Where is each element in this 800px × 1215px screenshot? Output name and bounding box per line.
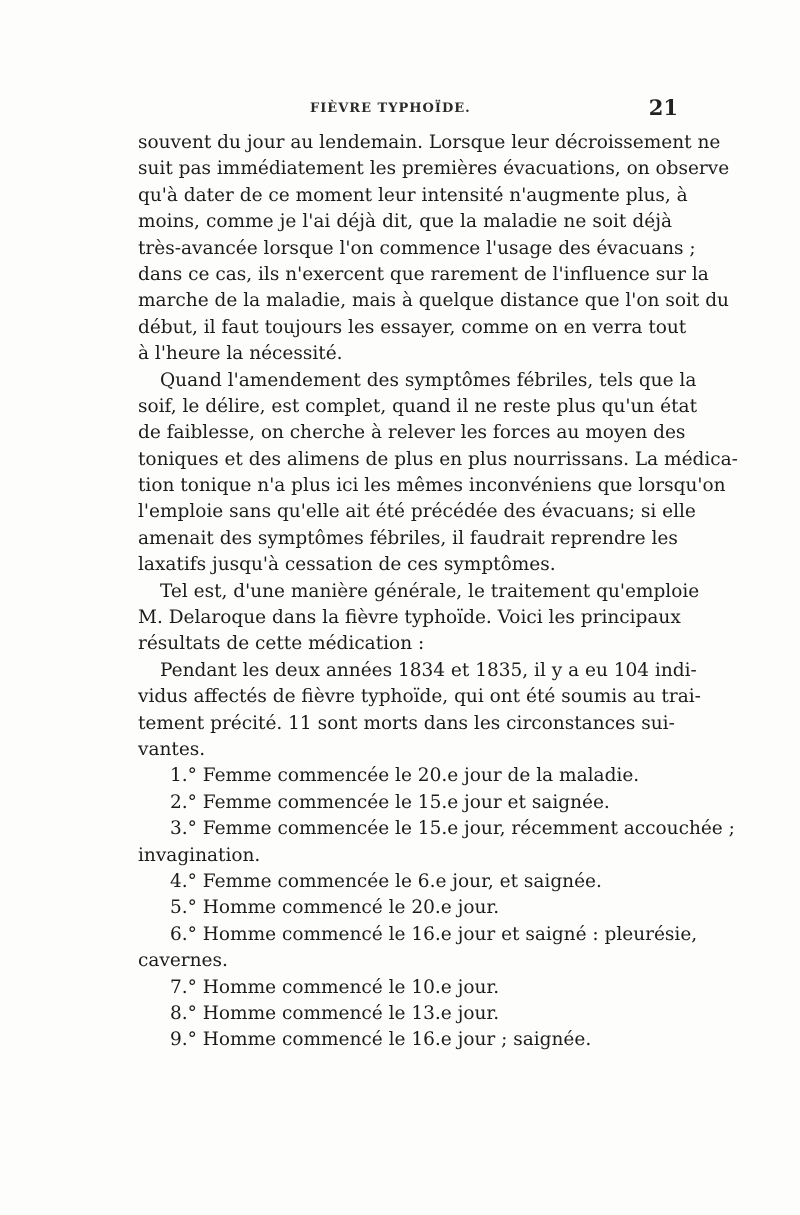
text-line: toniques et des alimens de plus en plus nourrissans. La médica- — [138, 448, 738, 470]
text-line: suit pas immédiatement les premières évacuations, on observe — [138, 158, 730, 180]
text-line: à l'heure la nécessité. — [138, 343, 343, 365]
text-line: 2.° Femme commencée le 15.e jour et saignée. — [170, 791, 610, 813]
text-line: résultats de cette médication : — [138, 633, 425, 655]
text-line: 5.° Homme commencé le 20.e jour. — [170, 897, 500, 919]
text-line: 9.° Homme commencé le 16.e jour ; saignée. — [170, 1029, 592, 1051]
text-line: 6.° Homme commencé le 16.e jour et saigné : pleurésie, — [170, 923, 698, 945]
text-line: laxatifs jusqu'à cessation de ces symptômes. — [138, 554, 556, 576]
text-line: très-avancée lorsque l'on commence l'usage des évacuans ; — [138, 237, 696, 259]
text-line: début, il faut toujours les essayer, comme on en verra tout — [138, 316, 687, 338]
body-text — [138, 130, 738, 1054]
running-title: FIÈVRE TYPHOÏDE. — [310, 101, 471, 116]
text-line: souvent du jour au lendemain. Lorsque leur décroissement ne — [138, 132, 721, 153]
text-line: cavernes. — [138, 950, 228, 972]
text-line: de faiblesse, on cherche à relever les forces au moyen des — [138, 422, 686, 444]
page-header — [138, 95, 678, 125]
text-line: Tel est, d'une manière générale, le traitement qu'emploie — [160, 580, 700, 602]
text-line: 8.° Homme commencé le 13.e jour. — [170, 1002, 500, 1024]
text-line: marche de la maladie, mais à quelque distance que l'on soit du — [138, 290, 729, 312]
text-line: 3.° Femme commencée le 15.e jour, récemment accouchée ; — [170, 818, 735, 840]
text-line: tion tonique n'a plus ici les mêmes inconvéniens que lorsqu'on — [138, 475, 726, 497]
text-line: amenait des symptômes fébriles, il faudrait reprendre les — [138, 527, 678, 549]
text-line: invagination. — [138, 844, 261, 866]
text-line: M. Delaroque dans la fièvre typhoïde. Voici les principaux — [138, 607, 681, 629]
text-line: l'emploie sans qu'elle ait été précédée des évacuans; si elle — [138, 501, 696, 523]
text-line: soif, le délire, est complet, quand il ne reste plus qu'un état — [138, 395, 698, 417]
text-line: Quand l'amendement des symptômes fébriles, tels que la — [160, 369, 697, 391]
text-line: 4.° Femme commencée le 6.e jour, et saignée. — [170, 870, 602, 892]
text-line: dans ce cas, ils n'exercent que rarement de l'influence sur la — [138, 263, 709, 285]
text-line: Pendant les deux années 1834 et 1835, il y a eu 104 indi- — [160, 659, 697, 681]
text-line: moins, comme je l'ai déjà dit, que la maladie ne soit déjà — [138, 211, 672, 233]
text-line: 1.° Femme commencée le 20.e jour de la maladie. — [170, 765, 640, 787]
text-line: vidus affectés de fièvre typhoïde, qui ont été soumis au trai- — [138, 686, 701, 708]
text-line: vantes. — [138, 738, 206, 760]
page-number: 21 — [648, 95, 678, 120]
text-line: qu'à dater de ce moment leur intensité n'augmente plus, à — [138, 184, 688, 206]
text-line: tement précité. 11 sont morts dans les circonstances sui- — [138, 712, 675, 734]
text-line: 7.° Homme commencé le 10.e jour. — [170, 976, 500, 998]
